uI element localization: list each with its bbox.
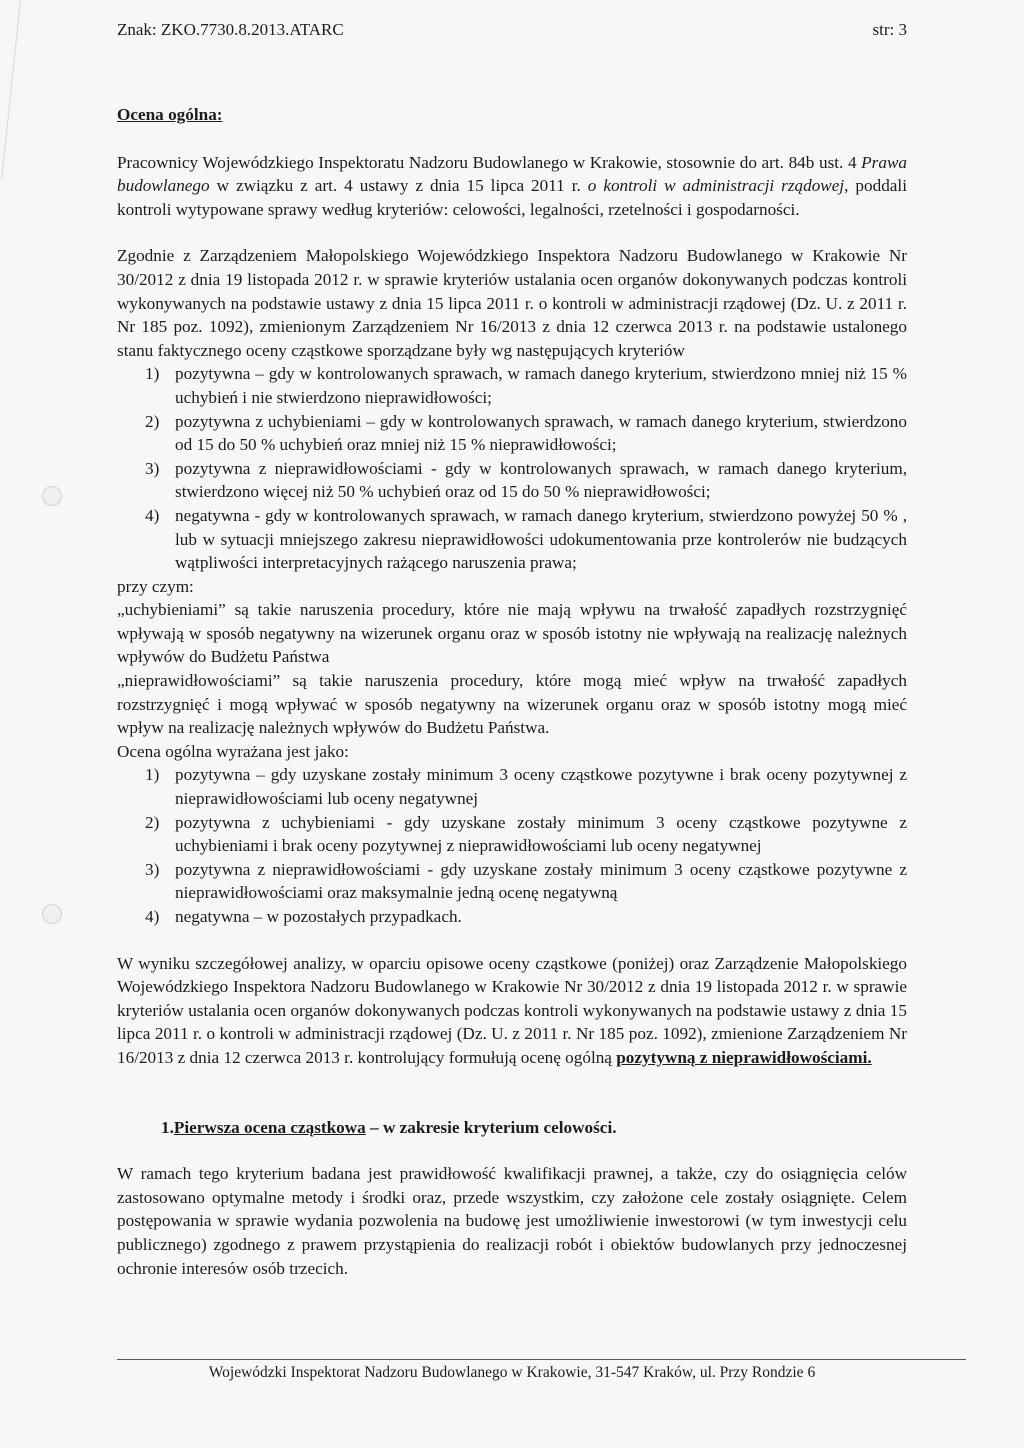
- list-item: [117, 811, 907, 858]
- list-text: pozytywna z uchybieniami – gdy w kontrolowanych sprawach, w ramach danego kryterium, stwierdzono od 15 do 50 % uchybień oraz mniej niż 15 % nieprawidłowości;: [175, 411, 907, 455]
- list-number: 3): [145, 458, 160, 478]
- list-text: pozytywna – gdy uzyskane zostały minimum 3 oceny cząstkowe pozytywne i brak oceny pozytywnej z nieprawidłowościami lub oceny negatywnej: [175, 765, 907, 809]
- overall-list: [117, 763, 907, 928]
- list-text: negatywna - gdy w kontrolowanych sprawach, w ramach danego kryterium, stwierdzono powyżej 50 % , lub w sytuacji mniejszego zakresu nieprawidłowości udokumentowania prze kontrolerów nie budzących wątpliwości interpretacyjnych rażącego naruszenia prawa;: [175, 505, 907, 573]
- section-heading: Ocena ogólna:: [117, 105, 223, 124]
- section-title-underlined: Pierwsza ocena cząstkowa: [173, 1117, 366, 1137]
- text-run: Pracownicy Wojewódzkiego Inspektoratu Nadzoru Budowlanego w Krakowie, stosownie do art. 84b ust. 4: [117, 152, 862, 172]
- document-body: [117, 103, 907, 1280]
- paragraph-celowosc: W ramach tego kryterium badana jest prawidłowość kwalifikacji prawnej, a także, czy do osiągnięcia celów zastosowano optymalne metody i środki oraz, przede wszystkim, czy założone cele zostały osiągnięte. Celem postępowania w sprawie wydania pozwolenia na budowę jest umożliwienie inwestorowi (w tym inwestycji celu publicznego) zgodnego z prawem przystąpienia do realizacji robót i obiektów budowlanych przy jednoczesnej ochronie interesów osób trzecich.: [117, 1164, 907, 1278]
- definition-uchybienia: „uchybieniami” są takie naruszenia procedury, które nie mają wpływu na trwałość zapadłych rozstrzygnięć wpływają w sposób negatywny na wizerunek organu oraz w sposób istotny nie wpływają na realizację należnych wpływów do Budżetu Państwa: [117, 600, 907, 667]
- punch-hole: [42, 486, 62, 506]
- list-item: [117, 362, 907, 409]
- list-number: 1): [145, 364, 160, 384]
- list-item: [117, 410, 907, 457]
- footer-divider: [117, 1359, 966, 1360]
- italic-text: o kontroli w administracji rządowej: [587, 176, 845, 196]
- list-item: [117, 504, 907, 575]
- list-item: [117, 858, 907, 905]
- document-reference: Znak: ZKO.7730.8.2013.ATARC: [117, 20, 344, 39]
- paragraph-regulation: Zgodnie z Zarządzeniem Małopolskiego Wojewódzkiego Inspektora Nadzoru Budowlanego w Krakowie Nr 30/2012 z dnia 19 listopada 2012 r. w sprawie kryteriów ustalania ocen organów dokonywanych podczas kontroli wykonywanych na podstawie ustawy z dnia 15 lipca 2011 r. o kontroli w administracji rządowej (Dz. U. z 2011 r. Nr 185 poz. 1092), zmienionym Zarządzeniem Nr 16/2013 z dnia 12 czerwca 2013 r. na podstawie ustalonego stanu faktycznego oceny cząstkowe sporządzane były wg następujących kryteriów: [117, 246, 907, 360]
- overall-intro: Ocena ogólna wyrażana jest jako:: [117, 741, 349, 761]
- list-number: 3): [145, 859, 160, 879]
- list-text: pozytywna – gdy w kontrolowanych sprawach, w ramach danego kryterium, stwierdzono mniej niż 15 % uchybień i nie stwierdzono nieprawidłowości;: [175, 364, 907, 407]
- list-text: negatywna – w pozostałych przypadkach.: [175, 907, 462, 926]
- overall-verdict: pozytywną z nieprawidłowościami.: [616, 1047, 872, 1067]
- page-number: str: 3: [872, 20, 907, 39]
- section-title: [161, 1116, 907, 1140]
- list-item: [117, 457, 907, 504]
- punch-hole: [42, 904, 62, 924]
- paragraph-intro: [117, 151, 907, 222]
- list-number: 4): [145, 907, 160, 926]
- page-footer: Wojewódzki Inspektorat Nadzoru Budowlanego w Krakowie, 31-547 Kraków, ul. Przy Rondzie 6: [208, 1364, 816, 1381]
- list-item: [117, 905, 907, 929]
- page-header: [117, 20, 907, 50]
- section-title-rest: – w zakresie kryterium celowości.: [365, 1117, 617, 1137]
- criteria-list: [117, 362, 907, 574]
- definition-nieprawidlowosci: „nieprawidłowościami” są takie naruszenia procedury, które mogą mieć wpływ na trwałość zapadłych rozstrzygnięć i mogą wpływać w sposób negatywny na wizerunek organu oraz w sposób istotny mogą mieć wpływ na realizację należnych wpływów do Budżetu Państwa.: [117, 671, 907, 738]
- przy-czym-label: przy czym:: [117, 576, 194, 596]
- list-number: 4): [145, 505, 160, 525]
- list-number: 1): [145, 765, 160, 785]
- list-number: 2): [145, 411, 160, 431]
- list-item: [117, 763, 907, 810]
- list-text: pozytywna z nieprawidłowościami - gdy w kontrolowanych sprawach, w ramach danego kryterium, stwierdzono więcej niż 50 % uchybień oraz od 15 do 50 % nieprawidłowości;: [175, 458, 907, 502]
- list-text: pozytywna z nieprawidłowościami - gdy uzyskane zostały minimum 3 oceny cząstkowe pozytywne z nieprawidłowościami oraz maksymalnie jedną ocenę negatywną: [175, 859, 907, 903]
- section-number: 1.: [161, 1117, 174, 1137]
- text-run: , poddali kontroli wytypowane sprawy według kryteriów: celowości, legalności, rzetelności i gospodarności.: [117, 176, 907, 219]
- italic-text: Prawa budowlanego: [117, 152, 907, 196]
- list-text: pozytywna z uchybieniami - gdy uzyskane zostały minimum 3 oceny cząstkowe pozytywne z uchybieniami i brak oceny pozytywnej z nieprawidłowościami lub oceny negatywnej: [175, 812, 907, 856]
- list-number: 2): [145, 812, 160, 832]
- text-run: W wyniku szczegółowej analizy, w oparciu opisowe oceny cząstkowe (poniżej) oraz Zarządzenie Małopolskiego Wojewódzkiego Inspektora Nadzoru Budowlanego w Krakowie Nr 30/2012 z dnia 19 listopada 2012 r. w sprawie kryteriów ustalania ocen organów dokonywanych podczas kontroli wykonywanych na podstawie ustawy z dnia 15 lipca 2011 r. o kontroli w administracji rządowej (Dz. U. z 2011 r. Nr 185 poz. 1092), zmienione Zarządzeniem Nr 16/2013 z dnia 12 czerwca 2013 r. kontrolujący formułują ocenę ogólną: [117, 953, 907, 1067]
- text-run: w związku z art. 4 ustawy z dnia 15 lipca 2011 r.: [209, 176, 588, 196]
- paragraph-conclusion: [117, 952, 907, 1070]
- page-edge-shadow: [0, 0, 21, 180]
